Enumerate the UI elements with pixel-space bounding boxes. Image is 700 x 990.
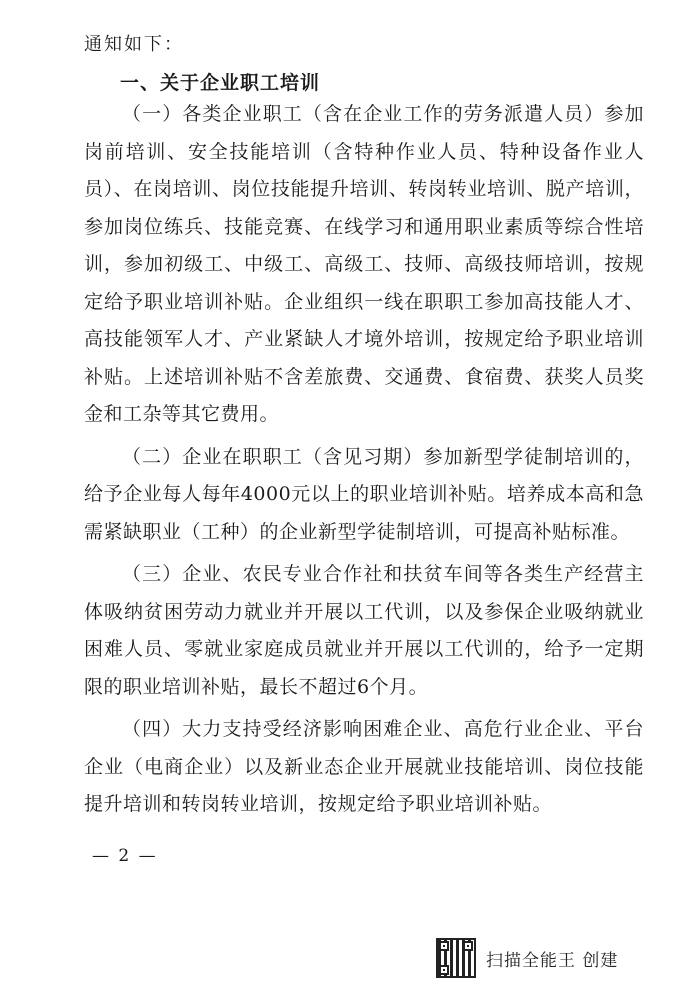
paragraph-4: （四）大力支持受经济影响困难企业、高危行业企业、平台企业（电商企业）以及新业态企业开展就业技能培训、岗位技能提升培训和转岗转业培训，按规定给予职业培训补贴。 <box>84 718 644 815</box>
watermark-text: 扫描全能王 创建 <box>486 950 619 971</box>
section-heading: 一、关于企业职工培训 <box>120 72 321 94</box>
intro-line: 通知如下： <box>84 34 184 55</box>
qr-code-icon <box>436 938 476 978</box>
scanner-watermark <box>436 938 618 978</box>
paragraph-1: （一）各类企业职工（含在企业工作的劳务派遣人员）参加岗前培训、安全技能培训（含特种作业人员、特种设备作业人员）、在岗培训、岗位技能提升培训、转岗转业培训、脱产培训，参加岗位练兵、技能竞赛、在线学习和通用职业素质等综合性培训，参加初级工、中级工、高级工、技师、高级技师培训，按规定给予职业培训补贴。企业组织一线在职职工参加高技能人才、高技能领军人才、产业紧缺人才境外培训，按规定给予职业培训补贴。上述培训补贴不含差旅费、交通费、食宿费、获奖人员奖金和工杂等其它费用。 <box>84 103 644 425</box>
page-number: — 2 — <box>92 846 158 866</box>
document-body <box>84 96 644 829</box>
paragraph-3: （三）企业、农民专业合作社和扶贫车间等各类生产经营主体吸纳贫困劳动力就业并开展以工代训，以及参保企业吸纳就业困难人员、零就业家庭成员就业并开展以工代训的，给予一定期限的职业培训补贴，最长不超过6个月。 <box>84 563 644 698</box>
paragraph-2: （二）企业在职职工（含见习期）参加新型学徒制培训的，给予企业每人每年4000元以上的职业培训补贴。培养成本高和急需紧缺职业（工种）的企业新型学徒制培训，可提高补贴标准。 <box>84 445 644 543</box>
